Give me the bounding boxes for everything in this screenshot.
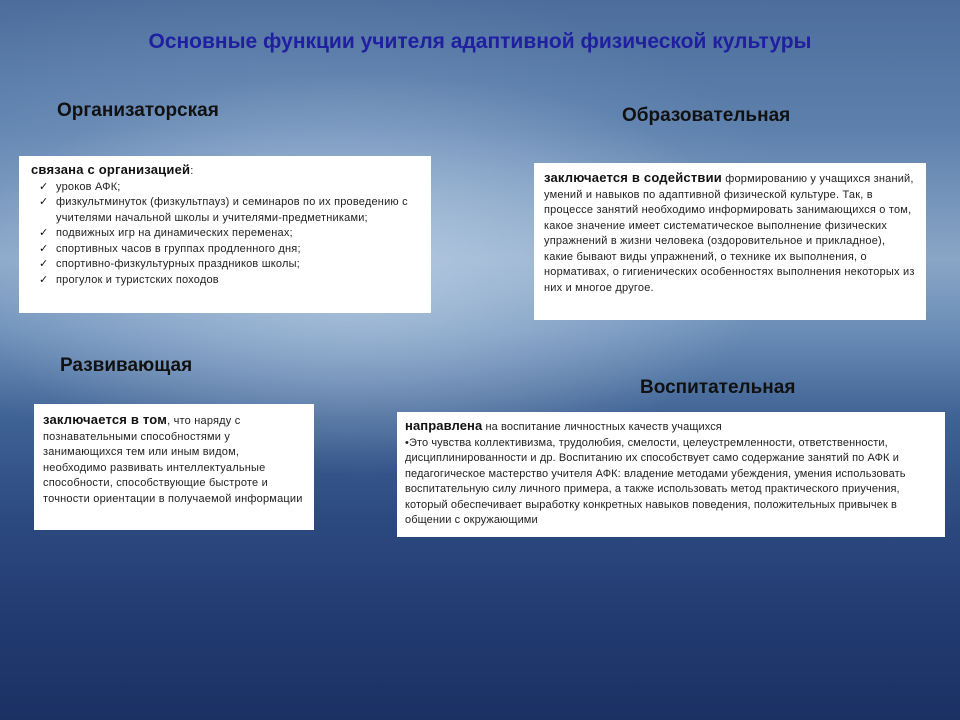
organizational-lead-suffix: : xyxy=(190,165,194,177)
list-item: ✓ подвижных игр на динамических переменах; xyxy=(31,226,423,242)
list-item: ✓ прогулок и туристских походов xyxy=(31,273,423,289)
educational-text: формированию у учащихся знаний, умений и навыков по адаптивной физической культуре. Так, в процессе занятий необходимо информировать занимающихся о том, какое значение имеет систематическое выполнение физических упражнений в жизни человека (оздоровительное и прикладное), какие бывают виды упражнений, о технике их выполнения, о нормативах, о гигиенических особенностях выполнения некоторых из них и многое другое. xyxy=(544,173,915,294)
list-item: ✓ спортивных часов в группах продленного дня; xyxy=(31,242,423,258)
developing-text: , что наряду с познавательными способностями у занимающихся тем или иным видом, необходимо развивать интеллектуальные способности, способствующие быстроте и точности ориентации в получаемой информации xyxy=(43,415,303,505)
heading-upbringing: Воспитательная xyxy=(640,377,796,398)
organizational-lead: связана с организацией xyxy=(31,162,191,177)
list-item: ✓ спортивно-физкультурных праздников школы; xyxy=(31,257,423,273)
educational-lead: заключается в содействии xyxy=(544,170,722,185)
upbringing-box xyxy=(397,412,945,537)
organizational-list xyxy=(31,180,423,289)
heading-developing: Развивающая xyxy=(60,355,193,376)
list-item: ✓ уроков АФК; xyxy=(31,180,423,196)
slide-title: Основные функции учителя адаптивной физической культуры xyxy=(148,30,812,53)
heading-organizational: Организаторская xyxy=(57,100,219,121)
educational-box xyxy=(534,163,926,320)
heading-educational: Образовательная xyxy=(622,105,791,126)
developing-box xyxy=(34,404,314,530)
developing-lead: заключается в том xyxy=(43,412,168,427)
upbringing-text: на воспитание личностных качеств учащихся xyxy=(482,421,722,433)
upbringing-body: •Это чувства коллективизма, трудолюбия, смелости, целеустремленности, ответственности, дисциплинированности и др. Воспитанию их способствует само содержание занятий по АФК и педагогическое мастерство учителя АФК: владение методами убеждения, умения использовать воспитательную силу личного примера, а также использовать метод практического приучения, который обеспечивает выработку конкретных навыков поведения, положительных привычек в общении с окружающими xyxy=(405,436,906,526)
list-item: ✓ физкультминуток (физкультпауз) и семинаров по их проведению с учителями начальной школы и учителями-предметниками; xyxy=(31,195,423,226)
upbringing-lead: направлена xyxy=(405,418,483,433)
organizational-box xyxy=(19,156,431,313)
